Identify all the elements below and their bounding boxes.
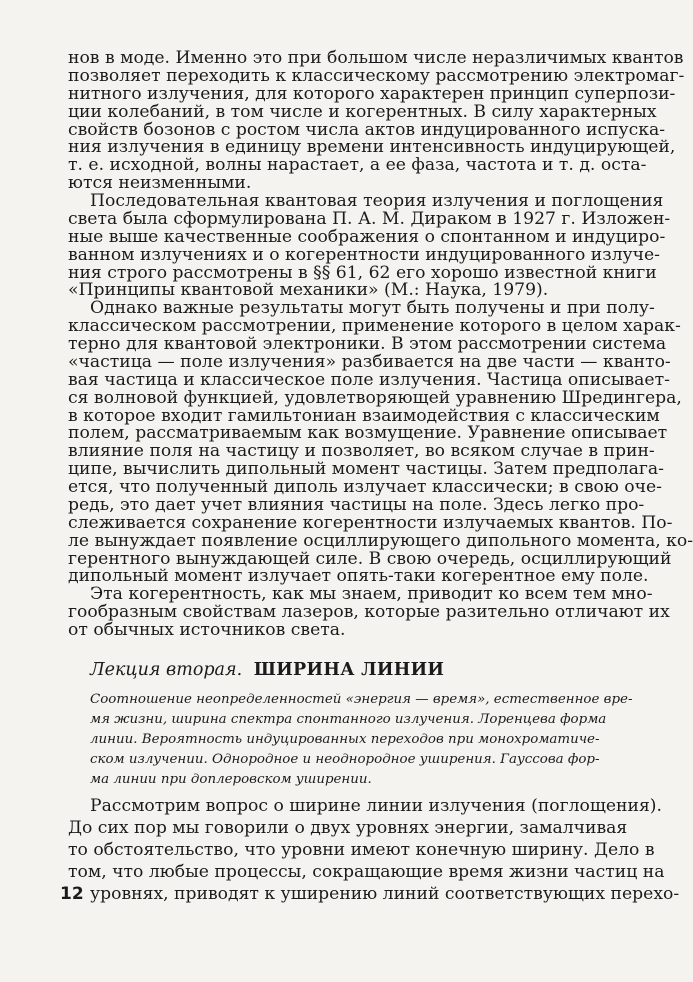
text-line: влияние поля на частицу и позволяет, во всяком случае в прин- <box>68 441 655 461</box>
abstract-line: Соотношение неопределенностей «энергия — время», естественное вре- <box>90 692 633 707</box>
text-line: позволяет переходить к классическому рассмотрению электромаг- <box>68 66 685 86</box>
text-line: ле вынуждает появление осциллирующего дипольного момента, ко- <box>68 531 693 551</box>
text-line: ется, что полученный диполь излучает классически; в свою оче- <box>68 477 662 497</box>
text-line: «частица — поле излучения» разбивается на две части — кванто- <box>68 352 671 372</box>
text-line: то обстоятельство, что уровни имеют конечную ширину. Дело в <box>68 840 655 860</box>
text-line: вая частица и классическое поле излучения. Частица описывает- <box>68 370 670 390</box>
text-line: ются неизменными. <box>68 173 252 193</box>
text-line: Рассмотрим вопрос о ширине линии излучения (поглощения). <box>90 796 662 816</box>
text-line: Однако важные результаты могут быть получены и при полу- <box>90 298 655 318</box>
text-line: от обычных источников света. <box>68 620 346 640</box>
lecture-title: ШИРИНА ЛИНИИ <box>253 660 445 680</box>
text-line: ципе, вычислить дипольный момент частицы. Затем предполага- <box>68 459 664 479</box>
text-line: ции колебаний, в том числе и когерентных. В силу характерных <box>68 102 657 122</box>
text-line: света была сформулирована П. А. М. Дираком в 1927 г. Изложен- <box>68 209 671 229</box>
text-line: ные выше качественные соображения о спонтанном и индуциро- <box>68 227 666 247</box>
text-line: терно для квантовой электроники. В этом рассмотрении система <box>68 334 667 354</box>
text-line: классическом рассмотрении, применение которого в целом харак- <box>68 316 681 336</box>
text-line: ванном излучениях и о когерентности индуцированного излуче- <box>68 245 660 265</box>
text-line: герентного вынуждающей силе. В свою очередь, осциллирующий <box>68 549 672 569</box>
text-line: ния строго рассмотрены в §§ 61, 62 его хорошо известной книги <box>68 263 657 283</box>
abstract-line: ском излучении. Однородное и неоднородное уширения. Гауссова фор- <box>90 752 600 767</box>
abstract-line: ма линии при доплеровском уширении. <box>90 772 372 787</box>
text-line: «Принципы квантовой механики» (М.: Наука, 1979). <box>68 280 549 300</box>
lecture-heading <box>90 659 590 681</box>
text-line: в которое входит гамильтониан взаимодействия с классическим <box>68 406 660 426</box>
text-line: слеживается сохранение когерентности излучаемых квантов. По- <box>68 513 673 533</box>
text-line: редь, это дает учет влияния частицы на поле. Здесь легко про- <box>68 495 645 515</box>
text-line: гообразным свойствам лазеров, которые разительно отличают их <box>68 602 670 622</box>
text-line: Эта когерентность, как мы знаем, приводит ко всем тем мно- <box>90 584 653 604</box>
abstract-line: линии. Вероятность индуцированных переходов при монохроматиче- <box>90 732 600 747</box>
abstract-line: мя жизни, ширина спектра спонтанного излучения. Лоренцева форма <box>90 712 607 727</box>
lecture-label: Лекция вторая. <box>90 660 243 680</box>
text-line: нов в моде. Именно это при большом числе неразличимых квантов <box>68 48 684 68</box>
text-line: нитного излучения, для которого характерен принцип суперпози- <box>68 84 676 104</box>
text-line: т. е. исходной, волны нарастает, а ее фаза, частота и т. д. оста- <box>68 155 647 175</box>
text-line: ся волновой функцией, удовлетворяющей уравнению Шредингера, <box>68 388 682 408</box>
text-line: уровнях, приводят к уширению линий соответствующих перехо- <box>90 884 680 904</box>
text-line: дипольный момент излучает опять-таки когерентное ему поле. <box>68 566 649 586</box>
page-number: 12 <box>60 884 84 904</box>
text-line: полем, рассматриваемым как возмущение. Уравнение описывает <box>68 423 668 443</box>
text-line: Последовательная квантовая теория излучения и поглощения <box>90 191 664 211</box>
text-line: ния излучения в единицу времени интенсивность индуцирующей, <box>68 137 676 157</box>
text-line: свойств бозонов с ростом числа актов индуцированного испуска- <box>68 120 666 140</box>
text-line: том, что любые процессы, сокращающие время жизни частиц на <box>68 862 665 882</box>
text-line: До сих пор мы говорили о двух уровнях энергии, замалчивая <box>68 818 628 838</box>
